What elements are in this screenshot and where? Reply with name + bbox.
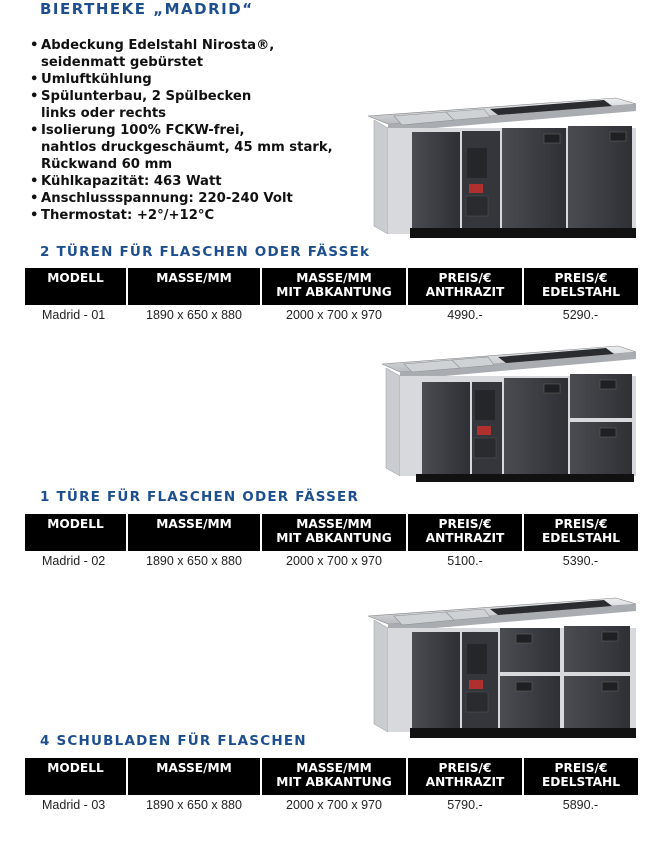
spec-item: • Thermostat: +2°/+12°C	[30, 208, 215, 223]
spec-item: • Abdeckung Edelstahl Nirosta®, seidenmatt gebürstet	[30, 38, 275, 70]
cell-masse: 1890 x 650 x 880	[146, 308, 242, 322]
cell-masse-abkantung: 2000 x 700 x 970	[286, 798, 382, 812]
price-table-madrid-02	[25, 514, 638, 571]
product-image-madrid-01	[366, 84, 638, 248]
cell-modell: Madrid - 03	[42, 798, 106, 812]
table-row	[25, 305, 638, 325]
header-masse-abkantung: MASSE/MM MIT ABKANTUNG	[261, 268, 407, 305]
spec-item: • Anschlussspannung: 220-240 Volt	[30, 191, 293, 206]
cell-modell: Madrid - 01	[42, 308, 106, 322]
cell-preis-anthrazit: 4990.-	[447, 308, 483, 322]
table-header-row	[25, 514, 638, 551]
header-preis-edelstahl: PREIS/€ EDELSTAHL	[523, 758, 638, 795]
spec-list	[30, 37, 333, 224]
section-heading-madrid-02: 1 TÜRE FÜR FLASCHEN ODER FÄSSER	[40, 489, 360, 505]
table-row	[25, 551, 638, 571]
product-image-madrid-03	[366, 580, 638, 744]
table-header-row	[25, 268, 638, 305]
cell-modell: Madrid - 02	[42, 554, 106, 568]
bullet-icon: •	[30, 38, 39, 53]
header-masse: MASSE/MM	[127, 758, 261, 795]
page-title: BIERTHEKE „MADRID“	[40, 0, 254, 18]
product-image-madrid-02	[380, 326, 638, 486]
bullet-icon: •	[30, 123, 39, 138]
table-header-row	[25, 758, 638, 795]
table-row	[25, 795, 638, 815]
header-modell: MODELL	[25, 514, 127, 551]
spec-item: • Umluftkühlung	[30, 72, 152, 87]
header-preis-anthrazit: PREIS/€ ANTHRAZIT	[407, 758, 523, 795]
cell-masse: 1890 x 650 x 880	[146, 798, 242, 812]
header-preis-anthrazit: PREIS/€ ANTHRAZIT	[407, 514, 523, 551]
bullet-icon: •	[30, 72, 39, 87]
spec-item: • Isolierung 100% FCKW-frei, nahtlos druckgeschäumt, 45 mm stark, Rückwand 60 mm	[30, 123, 333, 172]
cell-preis-edelstahl: 5390.-	[562, 554, 599, 568]
header-masse-abkantung: MASSE/MM MIT ABKANTUNG	[261, 514, 407, 551]
bullet-icon: •	[30, 191, 39, 206]
header-masse: MASSE/MM	[127, 514, 261, 551]
cell-preis-edelstahl: 5890.-	[562, 798, 599, 812]
section-heading-madrid-01: 2 TÜREN FÜR FLASCHEN ODER FÄSSEk	[40, 244, 371, 260]
cell-masse-abkantung: 2000 x 700 x 970	[286, 308, 382, 322]
header-masse: MASSE/MM	[127, 268, 261, 305]
header-modell: MODELL	[25, 268, 127, 305]
spec-item: • Spülunterbau, 2 Spülbecken links oder rechts	[30, 89, 252, 121]
price-table-madrid-01	[25, 268, 638, 325]
cell-preis-anthrazit: 5790.-	[447, 798, 483, 812]
bullet-icon: •	[30, 174, 39, 189]
header-preis-edelstahl: PREIS/€ EDELSTAHL	[523, 268, 638, 305]
header-preis-edelstahl: PREIS/€ EDELSTAHL	[523, 514, 638, 551]
cell-masse-abkantung: 2000 x 700 x 970	[286, 554, 382, 568]
bullet-icon: •	[30, 208, 39, 223]
bullet-icon: •	[30, 89, 39, 104]
header-preis-anthrazit: PREIS/€ ANTHRAZIT	[407, 268, 523, 305]
cell-masse: 1890 x 650 x 880	[146, 554, 242, 568]
price-table-madrid-03	[25, 758, 638, 815]
header-modell: MODELL	[25, 758, 127, 795]
cell-preis-anthrazit: 5100.-	[447, 554, 483, 568]
header-masse-abkantung: MASSE/MM MIT ABKANTUNG	[261, 758, 407, 795]
spec-item: • Kühlkapazität: 463 Watt	[30, 174, 222, 189]
section-heading-madrid-03: 4 SCHUBLADEN FÜR FLASCHEN	[40, 733, 307, 749]
cell-preis-edelstahl: 5290.-	[562, 308, 599, 322]
